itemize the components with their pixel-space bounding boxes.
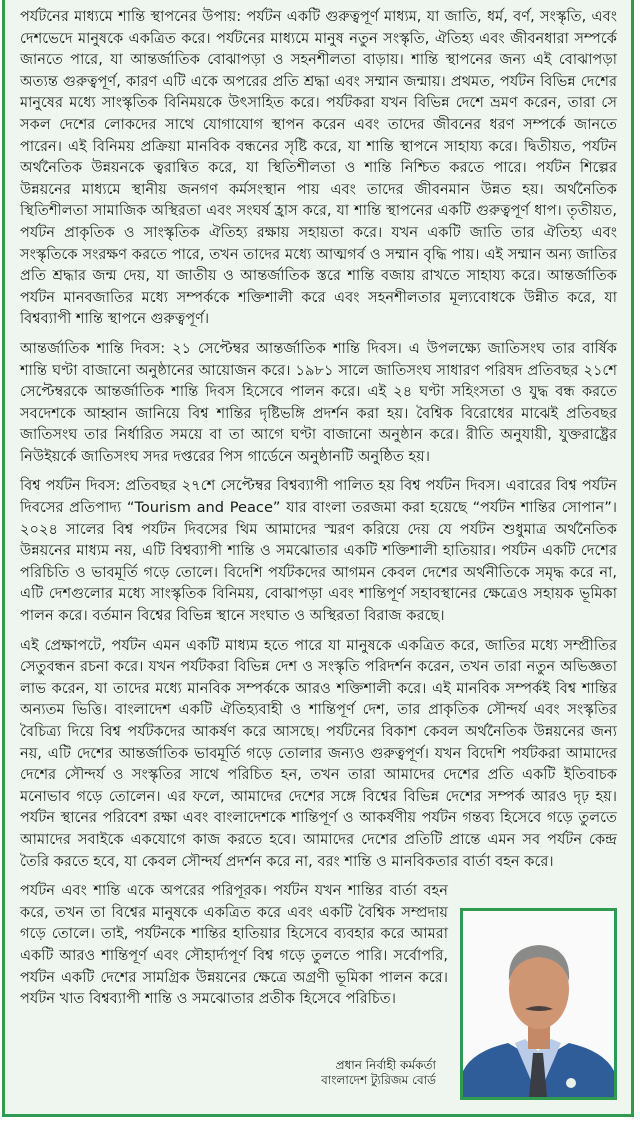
author-organization: বাংলাদেশ ট্যুরিজম বোর্ড	[321, 1072, 436, 1087]
author-designation: প্রধান নির্বাহী কর্মকর্তা	[335, 1057, 436, 1072]
paragraph-bangladesh-context: এই প্রেক্ষাপটে, পর্যটন এমন একটি মাধ্যম হতে পারে যা মানুষকে একত্রিত করে, জাতির মধ্যে সম্প্রীতির সেতুবন্ধন রচনা করে। যখন পর্যটকরা বিভিন্ন দেশ ও সংস্কৃতি পরিদর্শন করেন, তখন তারা নতুন অভিজ্ঞতা লাভ করেন, যা তাদের মধ্যে মানবিক সম্পর্ককে আরও শক্তিশালী করে। এই মানবিক সম্পর্কই বিশ্ব শান্তির অন্যতম ভিত্তি। বাংলাদেশ একটি ঐতিহ্যবাহী ও শান্তিপূর্ণ দেশ, তার প্রাকৃতিক সৌন্দর্য এবং সংস্কৃতির বৈচিত্র্য দিয়ে বিশ্ব পর্যটকদের আকর্ষণ করে আসছে। পর্যটনের বিকাশ কেবল অর্থনৈতিক উন্নয়নের জন্য নয়, এটি দেশের আন্তর্জাতিক ভাবমূর্তি গড়ে তোলার জন্যও গুরুত্বপূর্ণ। যখন বিদেশি পর্যটকরা আমাদের দেশের সৌন্দর্য ও সংস্কৃতির সাথে পরিচিত হন, তখন তারা আমাদের দেশের প্রতি একটি ইতিবাচক মনোভাব গড়ে তোলেন। এর ফলে, আমাদের দেশের সঙ্গে বিশ্বের বিভিন্ন দেশের সম্পর্ক আরও দৃঢ় হয়। পর্যটন স্থানের পরিবেশ রক্ষা এবং বাংলাদেশকে শান্তিপূর্ণ ও আকর্ষণীয় পর্যটন গন্তব্য হিসেবে গড়ে তুলতে আমাদের সবাইকে একযোগে কাজ করতে হবে। আমাদের দেশের প্রতিটি প্রান্তে এমন সব পর্যটন কেন্দ্র তৈরি করতে হবে, যা কেবল সৌন্দর্য প্রদর্শন করে না, বরং শান্তি ও মানবিকতার বার্তা বহন করে।	[20, 636, 617, 870]
paragraph-world-tourism-day: বিশ্ব পর্যটন দিবস: প্রতিবছর ২৭শে সেপ্টেম্বর বিশ্বব্যাপী পালিত হয় বিশ্ব পর্যটন দিবস। এবারের বিশ্ব পর্যটন দিবসের প্রতিপাদ্য “Tourism and Peace” যার বাংলা তরজমা করা হয়েছে “পর্যটন শান্তির সোপান”। ২০২৪ সালের বিশ্ব পর্যটন দিবসের থিম আমাদের স্মরণ করিয়ে দেয় যে পর্যটন শুধুমাত্র অর্থনৈতিক উন্নয়নের মাধ্যম নয়, এটি বিশ্বব্যাপী শান্তি ও সমঝোতার একটি শক্তিশালী হাতিয়ার। পর্যটন একটি দেশের পরিচিতি ও ভাবমূর্তি গড়ে তোলে। বিদেশি পর্যটকদের আগমন কেবল দেশের অর্থনীতিকে সমৃদ্ধ করে না, এটি দেশগুলোর মধ্যে সাংস্কৃতিক বিনিময়, বোঝাপড়া এবং শান্তিপূর্ণ সহাবস্থানের ক্ষেত্রেও সহায়ক ভূমিকা পালন করে। বর্তমান বিশ্বের বিভিন্ন স্থানে সংঘাত ও অস্থিরতা বিরাজ করছে।	[20, 477, 617, 625]
portrait-image	[463, 911, 614, 1097]
paragraph-conclusion: পর্যটন এবং শান্তি একে অপরের পরিপূরক। পর্যটন যখন শান্তির বার্তা বহন করে, তখন তা বিশ্বের মানুষকে একত্রিত করে এবং একটি বৈশ্বিক সম্প্রদায় গড়ে তোলে। তাই, পর্যটনকে শান্তির হাতিয়ার হিসেবে ব্যবহার করে আমরা একটি আরও শান্তিপূর্ণ এবং সৌহার্দ্যপূর্ণ বিশ্ব গড়ে তুলতে পারি। সর্বোপরি, পর্যটন একটি দেশের সামগ্রিক উন্নয়নের ক্ষেত্রে অগ্রণী ভূমিকা পালন করে। পর্যটন খাত বিশ্বব্যাপী শান্তি ও সমঝোতার প্রতীক হিসেবে পরিচিত।	[20, 882, 448, 1008]
paragraph-international-peace-day: আন্তর্জাতিক শান্তি দিবস: ২১ সেপ্টেম্বর আন্তর্জাতিক শান্তি দিবস। এ উপলক্ষ্যে জাতিসংঘ তার বার্ষিক শান্তি ঘণ্টা বাজানো অনুষ্ঠানের আয়োজন করে। ১৯৮১ সালে জাতিসংঘ সাধারণ পরিষদ প্রতিবছর ২১শে সেপ্টেম্বরকে আন্তর্জাতিক শান্তি দিবস হিসেবে পালন করে। এই ২৪ ঘণ্টা সহিংসতা ও যুদ্ধ বন্ধ করতে সবদেশকে আহ্বান জানিয়ে বিশ্ব শান্তির দৃষ্টিভঙ্গি প্রদর্শন করা হয়। বৈশ্বিক বিরোধের মাঝেই প্রতিবছর জাতিসংঘ তার নির্ধারিত সময়ে বা তা আগে ঘণ্টা বাজানো অনুষ্ঠান করে। রীতি অনুযায়ী, যুক্তরাষ্ট্রের নিউইয়র্কে জাতিসংঘ সদর দপ্তরের পিস গার্ডেনে অনুষ্ঠানটি অনুষ্ঠিত হয়।	[20, 339, 617, 465]
author-photo	[460, 908, 617, 1100]
article-frame	[2, 0, 634, 1117]
conclusion-row	[20, 880, 617, 1100]
paragraph-peace-through-tourism: পর্যটনের মাধ্যমে শান্তি স্থাপনের উপায়: পর্যটন একটি গুরুত্বপূর্ণ মাধ্যম, যা জাতি, ধর্ম, বর্ণ, সংস্কৃতি, এবং দেশভেদে মানুষকে একত্রিত করে। পর্যটনের মাধ্যমে মানুষ নতুন সংস্কৃতি, ঐতিহ্য এবং জীবনধারা সম্পর্কে জানতে পারে, যা আন্তর্জাতিক বোঝাপড়া ও সহনশীলতা বাড়ায়। শান্তি স্থাপনের জন্য এই বোঝাপড়া অত্যন্ত গুরুত্বপূর্ণ, কারণ এটি একে অপরের প্রতি শ্রদ্ধা এবং সম্মান জন্মায়। প্রথমত, পর্যটন বিভিন্ন দেশের মানুষের মধ্যে সাংস্কৃতিক বিনিময়কে উৎসাহিত করে। পর্যটকরা যখন বিভিন্ন দেশে ভ্রমণ করেন, তারা সে সকল দেশের লোকদের সাথে যোগাযোগ স্থাপন করেন এবং তাদের জীবনের ধরণ সম্পর্কে জানতে পারেন। এই বিনিময় প্রক্রিয়া মানবিক বন্ধনের সৃষ্টি করে, যা শান্তি স্থাপনে সাহায্য করে। দ্বিতীয়ত, পর্যটন অর্থনৈতিক উন্নয়নকে ত্বরান্বিত করে, যা স্থিতিশীলতা ও শান্তি নিশ্চিত করতে পারে। পর্যটন শিল্পের উন্নয়নের মাধ্যমে স্থানীয় জনগণ কর্মসংস্থান পায় এবং তাদের জীবনমান উন্নত হয়। অর্থনৈতিক স্থিতিশীলতা সামাজিক অস্থিরতা এবং সংঘর্ষ হ্রাস করে, যা শান্তি স্থাপনের একটি গুরুত্বপূর্ণ ধাপ। তৃতীয়ত, পর্যটন প্রাকৃতিক ও সাংস্কৃতিক ঐতিহ্য রক্ষায় সহায়তা করে। যখন একটি জাতি তার ঐতিহ্য এবং সংস্কৃতিকে সংরক্ষণ করতে পারে, তখন তাদের মধ্যে আত্মগর্ব ও সম্মান বৃদ্ধি পায়। এই সম্মান অন্য জাতির প্রতি শ্রদ্ধার জন্ম দেয়, যা জাতীয় ও আন্তর্জাতিক স্তরে শান্তি বজায় রাখতে সাহায্য করে। আন্তর্জাতিক পর্যটন মানবজাতির মধ্যে সম্পর্ককে শক্তিশালী করে এবং সহনশীলতার মূল্যবোধকে উন্নীত করে, যা বিশ্বব্যাপী শান্তি স্থাপনে গুরুত্বপূর্ণ।	[20, 8, 617, 328]
author-signature	[321, 1058, 436, 1088]
conclusion-column	[20, 880, 448, 1088]
